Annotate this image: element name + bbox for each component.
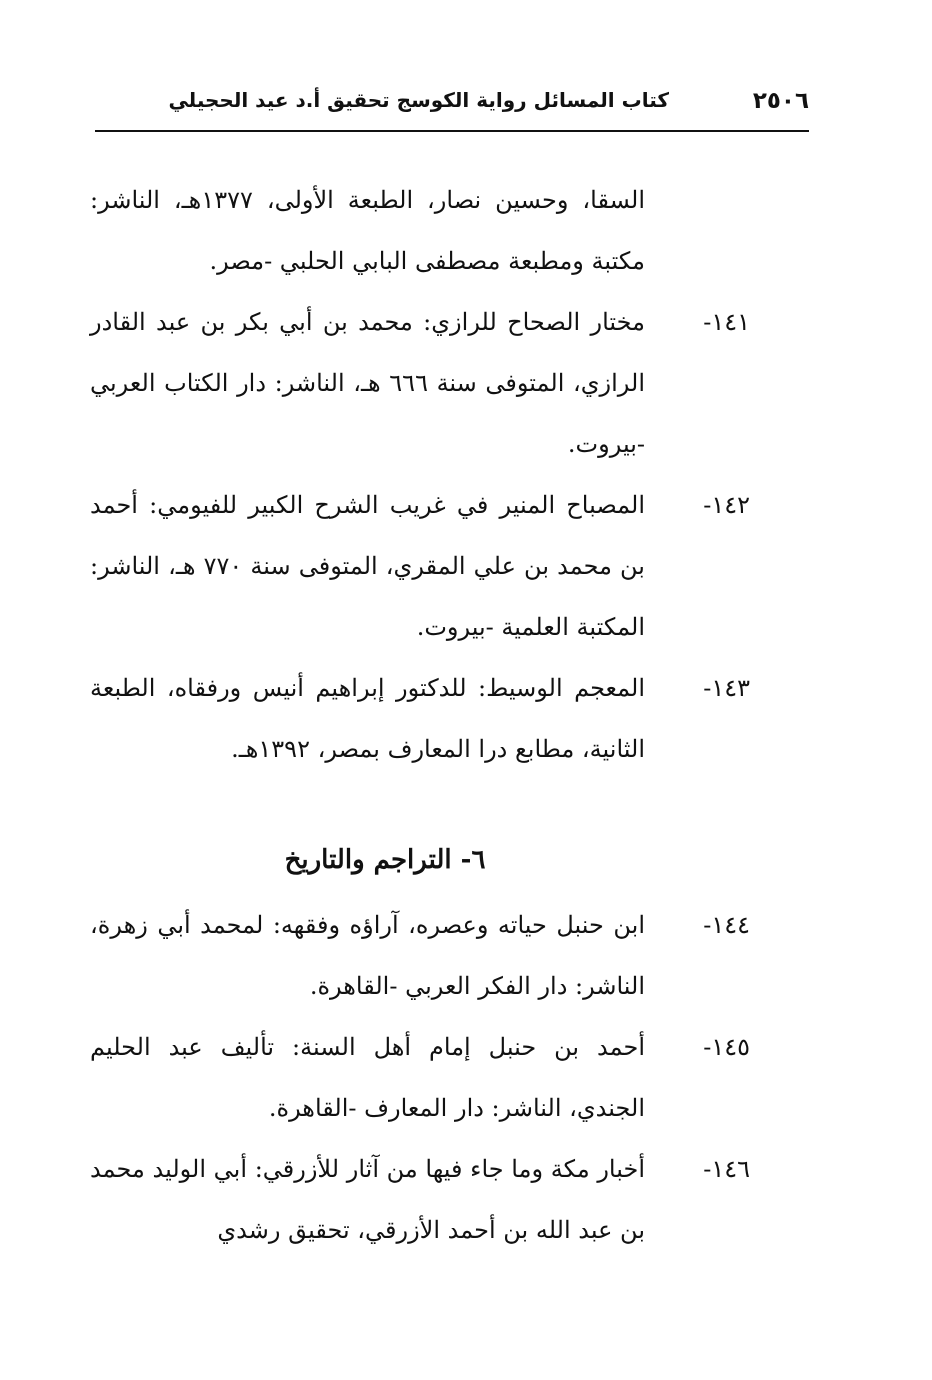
- entry-continuation: [90, 170, 750, 292]
- entry-text: السقا، وحسين نصار، الطبعة الأولى، ١٣٧٧هـ، الناشر: مكتبة ومطبعة مصطفى البابي الحلبي -مصر.: [90, 186, 645, 275]
- entry-text: ابن حنبل حياته وعصره، آراؤه وفقهه: لمحمد أبي زهرة، الناشر: دار الفكر العربي -القاهرة.: [90, 911, 645, 1000]
- section-heading: ٦- التراجم والتاريخ: [284, 845, 486, 875]
- entry-text: المصباح المنير في غريب الشرح الكبير للفيومي: أحمد بن محمد بن علي المقري، المتوفى سنة ٧٧٠ هـ، الناشر: المكتبة العلمية -بيروت.: [90, 491, 645, 641]
- entry-number: ١٤٢-: [703, 491, 750, 519]
- entry-number: ١٤١-: [703, 308, 750, 336]
- bibliography-entry: [90, 1139, 750, 1261]
- running-title: كتاب المسائل رواية الكوسج تحقيق أ.د عيد الحجيلي: [168, 88, 669, 112]
- bibliography-entry: [90, 895, 750, 1017]
- bibliography-entry: [90, 658, 750, 780]
- entry-text: أخبار مكة وما جاء فيها من آثار للأزرقي: أبي الوليد محمد بن عبد الله بن أحمد الأزرقي، تحقيق رشدي: [90, 1155, 645, 1244]
- bibliography-entry: [90, 475, 750, 658]
- bibliography-content: [90, 170, 750, 1261]
- entry-text: مختار الصحاح للرازي: محمد بن أبي بكر بن عبد القادر الرازي، المتوفى سنة ٦٦٦ هـ، الناشر: دار الكتاب العربي -بيروت.: [90, 308, 645, 458]
- entry-text: أحمد بن حنبل إمام أهل السنة: تأليف عبد الحليم الجندي، الناشر: دار المعارف -القاهرة.: [90, 1033, 645, 1122]
- entry-text: المعجم الوسيط: للدكتور إبراهيم أنيس ورفقاه، الطبعة الثانية، مطابع درا المعارف بمصر، ١٣٩٢هـ.: [90, 674, 645, 763]
- page-header: [95, 82, 809, 128]
- entry-number: ١٤٣-: [703, 674, 750, 702]
- bibliography-entry: [90, 1017, 750, 1139]
- bibliography-entry: [90, 292, 750, 475]
- entry-number: ١٤٦-: [703, 1155, 750, 1183]
- page-number: ٢٥٠٦: [752, 88, 809, 114]
- entry-number: ١٤٤-: [703, 911, 750, 939]
- header-rule: [95, 130, 809, 132]
- entry-number: ١٤٥-: [703, 1033, 750, 1061]
